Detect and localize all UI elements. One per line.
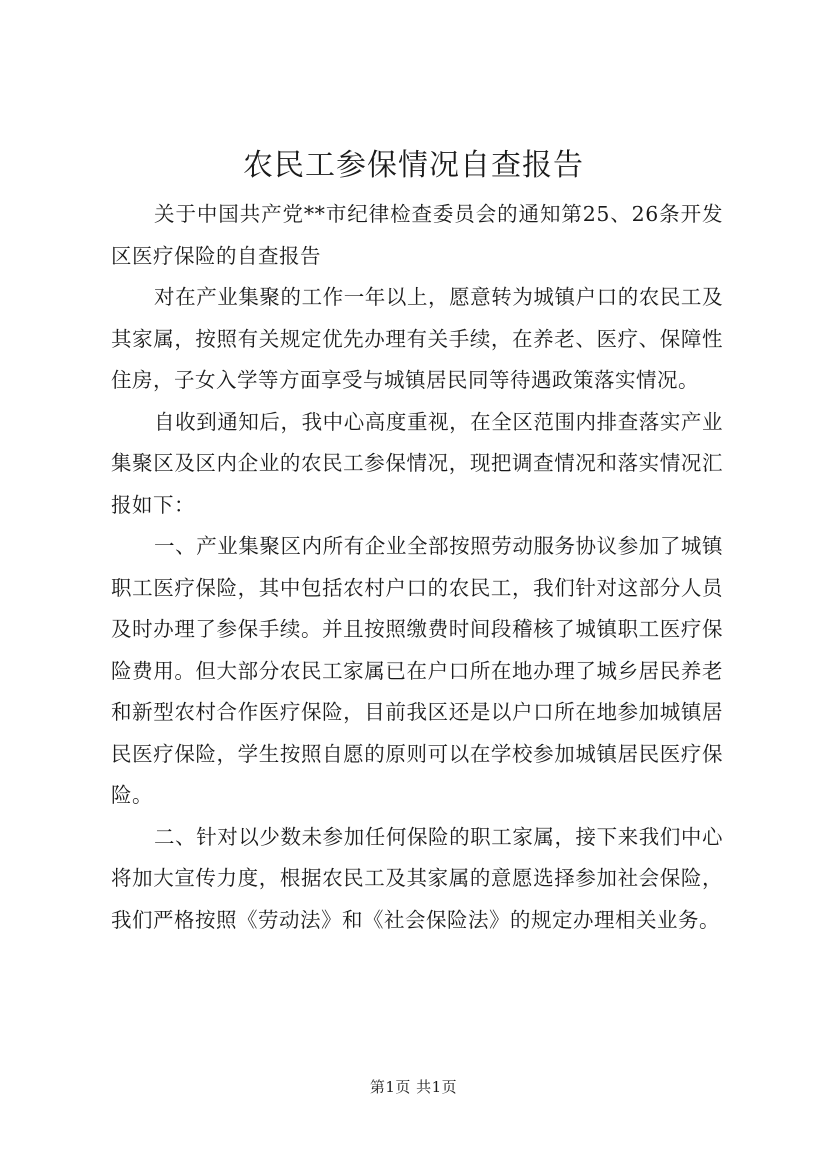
document-body <box>111 194 723 941</box>
paragraph-subject: 关于中国共产党**市纪律检查委员会的通知第25、26条开发区医疗保险的自查报告 <box>111 202 723 268</box>
paragraph-response: 自收到通知后，我中心高度重视，在全区范围内排查落实产业集聚区及区内企业的农民工参保情况，现把调查情况和落实情况汇报如下： <box>111 409 723 517</box>
paragraph-policy: 对在产业集聚的工作一年以上，愿意转为城镇户口的农民工及其家属，按照有关规定优先办理有关手续，在养老、医疗、保障性住房，子女入学等方面享受与城镇居民同等待遇政策落实情况。 <box>111 285 723 392</box>
paragraph-item-one: 一、产业集聚区内所有企业全部按照劳动服务协议参加了城镇职工医疗保险，其中包括农村户口的农民工，我们针对这部分人员及时办理了参保手续。并且按照缴费时间段稽核了城镇职工医疗保险费用。但大部分农民工家属已在户口所在地办理了城乡居民养老和新型农村合作医疗保险，目前我区还是以户口所在地参加城镇居民医疗保险，学生按照自愿的原则可以在学校参加城镇居民医疗保险。 <box>111 534 723 807</box>
paragraph-item-two: 二、针对以少数未参加任何保险的职工家属，接下来我们中心将加大宣传力度，根据农民工及其家属的意愿选择参加社会保险，我们严格按照《劳动法》和《社会保险法》的规定办理相关业务。 <box>111 824 723 932</box>
page-number-footer: 第1页 共1页 <box>369 1078 458 1096</box>
document-title: 农民工参保情况自查报告 <box>243 148 584 183</box>
